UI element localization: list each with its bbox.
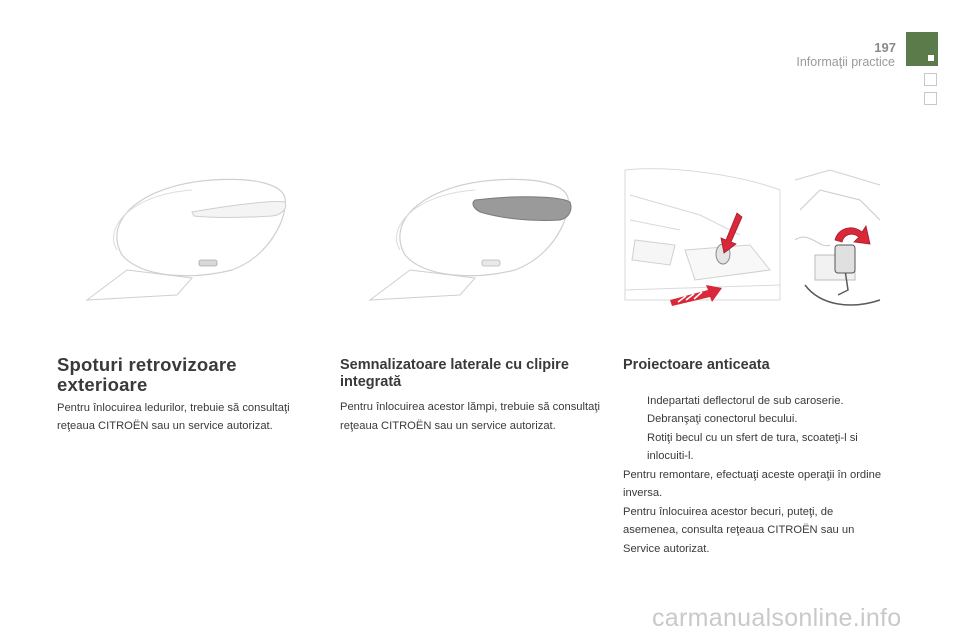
list-item: Debranşaţi conectorul becului.: [647, 413, 798, 426]
section-tab-active[interactable]: [906, 32, 938, 66]
column-exterior-mirror-spots: [57, 355, 319, 436]
heading-fog-lamps: Proiectoare anticeata: [623, 357, 770, 373]
text-service-note: Pentru înlocuirea acestor becuri, puteţi, de asemenea, consulta reţeaua CITROËN sau un Service autorizat.: [623, 505, 855, 555]
list-item: Rotiţi becul cu un sfert de tura, scoateţi-l si inlocuiti-l.: [647, 431, 858, 463]
spot-lamp-icon: [482, 260, 500, 266]
bulb-socket-icon: [835, 245, 855, 273]
mirror-indicator-illustration: [365, 160, 575, 310]
section-title: Informaţii practice: [796, 55, 895, 69]
foglamp-bulb-removal-illustration: [790, 160, 885, 312]
mirror-spot-illustration: [82, 160, 292, 310]
text-reassembly: Pentru remontare, efectuaţi aceste operaţii în ordine inversa.: [623, 468, 882, 500]
heading-mirror-spots: Spoturi retrovizoare exterioare: [57, 354, 237, 395]
spot-lamp-icon: [199, 260, 217, 266]
list-item: Indepartati deflectorul de sub caroserie.: [647, 394, 844, 407]
column-fog-lamps: [623, 357, 885, 558]
fog-lamp-steps: [623, 392, 885, 466]
heading-side-indicators: Semnalizatoare laterale cu clipire integrată: [340, 357, 569, 390]
text-mirror-spots: Pentru înlocuirea ledurilor, trebuie să consultaţi reţeaua CITROËN sau un service autorizat.: [57, 401, 290, 433]
red-rotate-arrow-icon: [835, 226, 870, 244]
foglamp-bumper-illustration: [620, 160, 785, 312]
page-number: 197: [874, 40, 896, 55]
text-side-indicators: Pentru înlocuirea acestor lămpi, trebuie să consultaţi reţeaua CITROËN sau un service autorizat.: [340, 401, 600, 432]
bumper-outline: [625, 169, 780, 300]
watermark: carmanualsonline.info: [652, 604, 902, 632]
section-tab-empty[interactable]: [924, 92, 937, 105]
tab-marker-icon: [928, 55, 934, 61]
column-side-indicators: [340, 357, 602, 435]
section-tab-empty[interactable]: [924, 73, 937, 86]
